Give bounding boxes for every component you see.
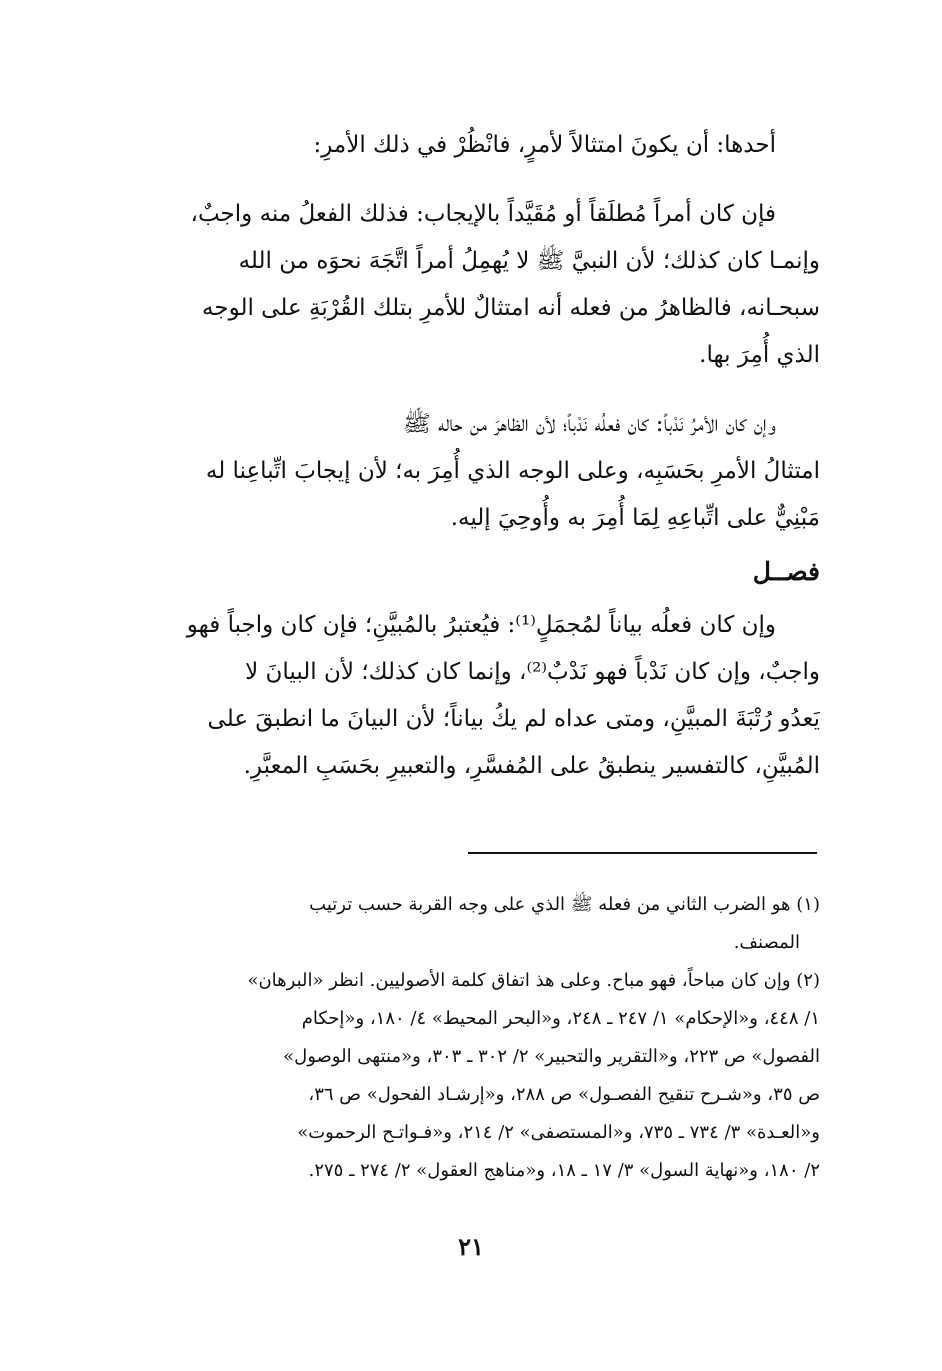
footnote-1-line: (١) هو الضرب الثاني من فعله ﷺ الذي على وجه القربة حسب ترتيب (309, 894, 820, 915)
page-number: ٢١ (458, 1232, 484, 1261)
paragraph-2-line: فإن كان أمراً مُطلَقاً أو مُقَيَّداً بالإيجاب: فذلك الفعلُ منه واجبٌ، (190, 201, 776, 227)
footnote-divider (468, 852, 817, 854)
footnote-2-line: ص ٣٥، و«شـرح تنقيح الفصـول» ص ٢٨٨، و«إرشـاد الفحول» ص ٣٦، (308, 1084, 820, 1105)
paragraph-3-line: امتثالُ الأمرِ بحَسَبِه، وعلى الوجه الذي أُمِرَ به؛ لأن إيجابَ اتِّباعِنا له (205, 458, 820, 484)
paragraph-4-line: المُبيَّنِ، كالتفسير ينطبقُ على المُفسَّرِ، والتعبيرِ بحَسَبِ المعبَّرِ. (243, 753, 820, 779)
paragraph-3-line: وإن كان الأمرُ نَدْباً: كان فعلُه نَدْباً؛ لأن الظاهرَ من حاله ﷺ (402, 411, 776, 437)
paragraph-2-line: وإنمـا كان كذلك؛ لأن النبيَّ ﷺ لا يُهمِلُ أمراً اتَّجَهَ نحوَه من الله (238, 248, 820, 274)
footnotes (145, 886, 820, 1190)
paragraph-2-line: سبحـانه، فالظاهرُ من فعله أنه امتثالٌ للأمرِ بتلك القُرْبَةِ على الوجه (202, 295, 820, 321)
paragraph-3-line: مَبْنِيٌّ على اتِّباعِهِ لِمَا أُمِرَ به وأُوحِيَ إليه. (450, 505, 820, 531)
paragraph-2-line: الذي أُمِرَ بها. (699, 342, 820, 368)
footnote-2-line: ١/ ٤٤٨، و«الإحكام» ١/ ٢٤٧ ـ ٢٤٨، و«البحر المحيط» ٤/ ١٨٠، و«إحكام (301, 1008, 820, 1029)
paragraph-4-line: وإن كان فعلُه بياناً لمُجمَلٍ⁽¹⁾: فيُعتبرُ بالمُبيَّنِ؛ فإن كان واجباً فهو (186, 612, 776, 638)
footnote-1-line: المصنف. (733, 932, 800, 953)
paragraph-4-line: يَعدُو رُتْبَةَ المبيَّنِ، ومتى عداه لم يكُ بياناً؛ لأن البيانَ ما انطبقَ على (207, 706, 820, 732)
paragraph-1-line: أحدها: أن يكونَ امتثالاً لأمرٍ، فانْظُرْ في ذلك الأمرِ: (313, 132, 776, 158)
footnote-2-line: (٢) وإن كان مباحاً، فهو مباح. وعلى هذ اتفاق كلمة الأصوليين. انظر «البرهان» (247, 970, 820, 991)
paragraph-gap (140, 169, 820, 191)
footnote-2-line: ٢/ ١٨٠، و«نهاية السول» ٣/ ١٧ ـ ١٨، و«مناهج العقول» ٢/ ٢٧٤ ـ ٢٧٥. (308, 1160, 820, 1181)
footnote-2-line: الفصول» ص ٢٢٣، و«التقرير والتحبير» ٢/ ٣٠٢ ـ ٣٠٣، و«منتهى الوصول» (283, 1046, 820, 1067)
paragraph-gap (140, 379, 820, 401)
footnote-2-line: و«العـدة» ٣/ ٧٣٤ ـ ٧٣٥، و«المستصفى» ٢/ ٢١٤، و«فـواتـح الرحموت» (297, 1122, 820, 1143)
section-heading: فصــل (752, 557, 820, 586)
paragraph-4-line: واجبٌ، وإن كان نَدْباً فهو نَدْبٌ⁽²⁾، وإنما كان كذلك؛ لأن البيانَ لا (245, 659, 820, 685)
main-text (140, 122, 820, 790)
